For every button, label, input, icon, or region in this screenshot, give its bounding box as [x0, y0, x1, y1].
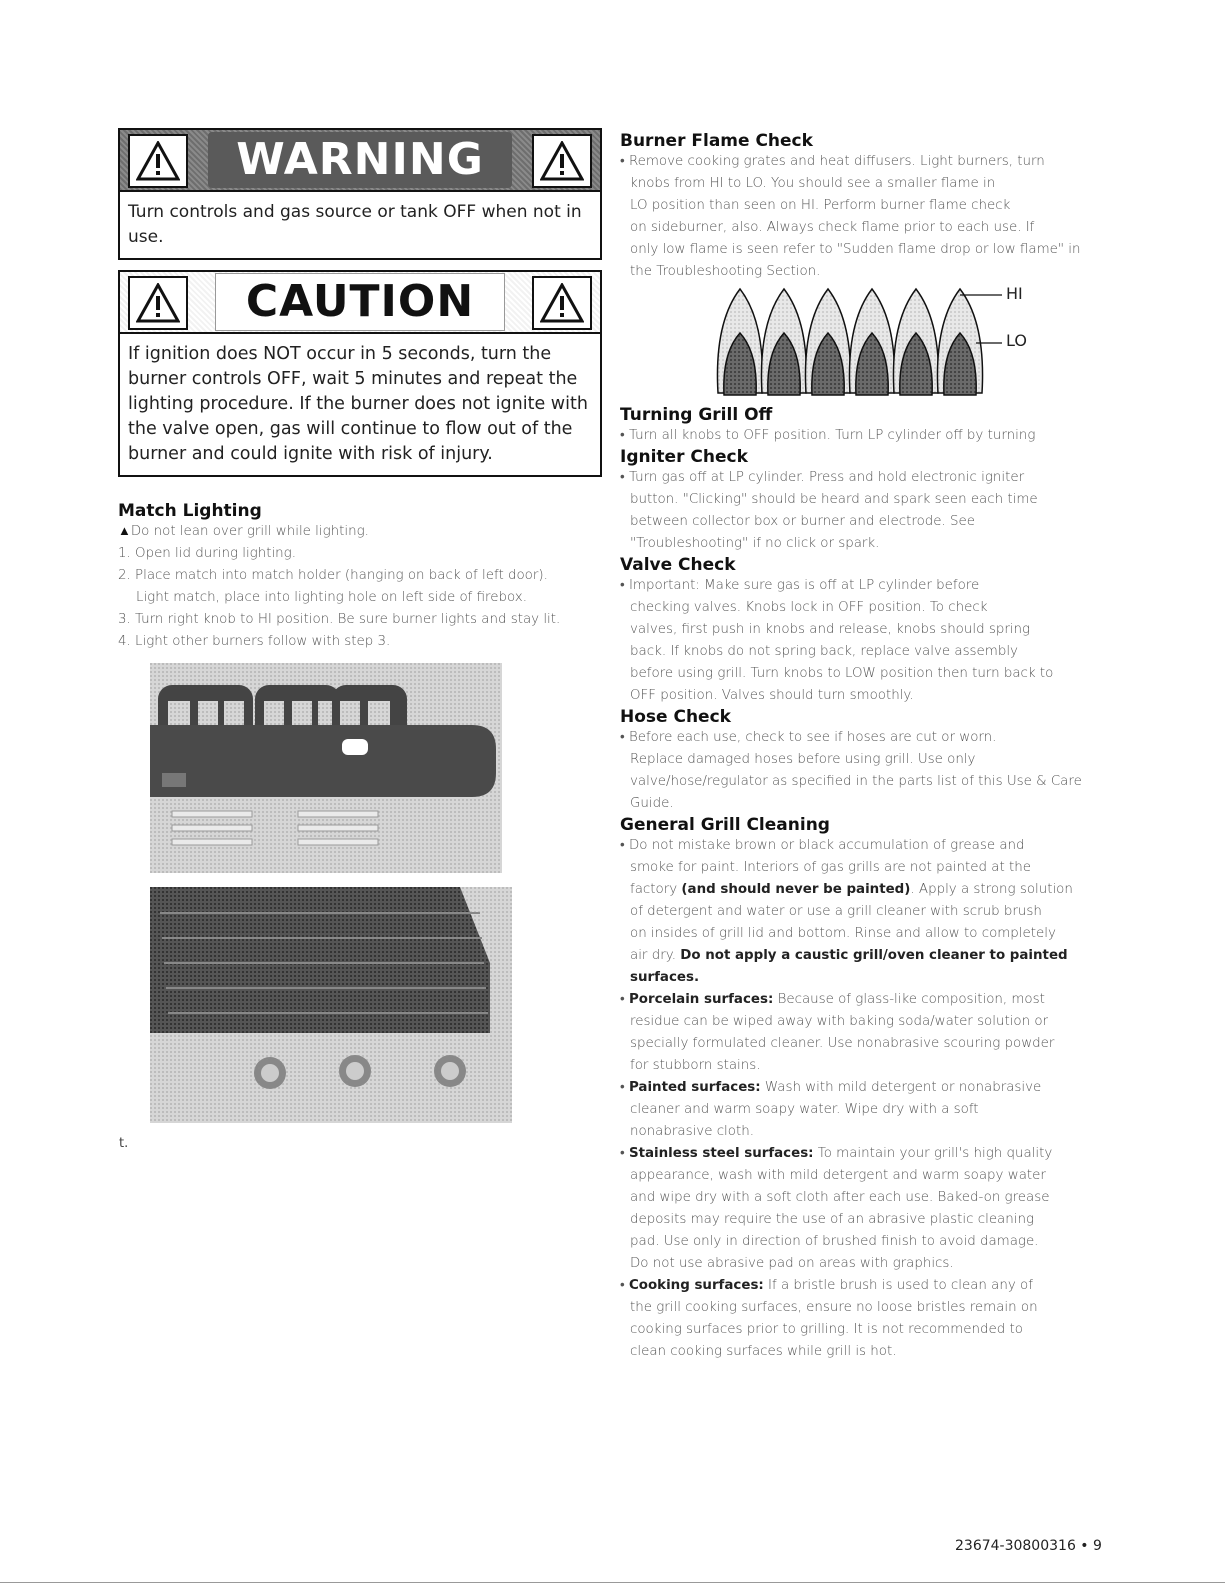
text-line: nonabrasive cloth.: [630, 1124, 754, 1139]
text-line: • Porcelain surfaces: Because of glass-like composition, most: [620, 992, 1045, 1007]
text-line: • Important: Make sure gas is off at LP cylinder before: [620, 578, 980, 593]
turning-off-body: [620, 425, 1120, 447]
text-line: back. If knobs do not spring back, replace valve assembly: [630, 644, 1018, 659]
text-line: valve/hose/regulator as specified in the parts list of this Use & Care: [630, 774, 1082, 789]
cleaning-body: [620, 835, 1120, 1363]
text-line: air dry. Do not apply a caustic grill/oven cleaner to painted: [630, 948, 1068, 963]
text-line: the grill cooking surfaces, ensure no loose bristles remain on: [630, 1300, 1038, 1315]
text-line: for stubborn stains.: [630, 1058, 761, 1073]
warning-box: [118, 128, 602, 260]
caution-header: [120, 272, 600, 334]
text-line: Guide.: [630, 796, 674, 811]
text-line: cooking surfaces prior to grilling. It is not recommended to: [630, 1322, 1023, 1337]
match-step: 4. Light other burners follow with step 3.: [118, 634, 391, 649]
text-line: clean cooking surfaces while grill is hot.: [630, 1344, 897, 1359]
text-line: on sideburner, also. Always check flame prior to each use. If: [630, 220, 1035, 235]
text-line: OFF position. Valves should turn smoothly.: [630, 688, 914, 703]
text-line: Replace damaged hoses before using grill. Use only: [630, 752, 976, 767]
match-step: 3. Turn right knob to HI position. Be sure burner lights and stay lit.: [118, 612, 561, 627]
valve-body: [620, 575, 1120, 707]
match-lighting-heading: Match Lighting: [118, 501, 262, 521]
match-step: Light match, place into lighting hole on left side of firebox.: [136, 590, 527, 605]
match-step: 1. Open lid during lighting.: [118, 546, 296, 561]
text-line: • Painted surfaces: Wash with mild detergent or nonabrasive: [620, 1080, 1042, 1095]
flame-label-lo: LO: [1006, 331, 1027, 350]
small-warning-triangle-icon: ▲: [118, 524, 131, 539]
valve-heading: Valve Check: [620, 555, 736, 575]
right-column: [620, 131, 1120, 1363]
text-line: • Before each use, check to see if hoses are cut or worn.: [620, 730, 997, 745]
text-line: "Troubleshooting" if no click or spark.: [630, 536, 880, 551]
page-bottom-rule: [0, 1582, 1225, 1583]
text-line: factory (and should never be painted). Apply a strong solution: [630, 882, 1073, 897]
text-line: between collector box or burner and electrode. See: [630, 514, 976, 529]
match-step: 2. Place match into match holder (hanging on back of left door).: [118, 568, 548, 583]
text-line: valves, first push in knobs and release, knobs should spring: [630, 622, 1031, 637]
cleaning-heading: General Grill Cleaning: [620, 815, 830, 835]
caution-title: CAUTION: [215, 273, 505, 331]
caution-text: If ignition does NOT occur in 5 seconds, turn the burner controls OFF, wait 5 minutes and repeat the lighting procedure. If the burner does not ignite with the valve open, gas will continue to flow out of the burner and could ignite with risk of injury.: [128, 344, 588, 464]
warning-triangle-icon: [532, 276, 592, 330]
text-line: and wipe dry with a soft cloth after each use. Baked-on grease: [630, 1190, 1050, 1205]
text-line: • Stainless steel surfaces: To maintain your grill's high quality: [620, 1146, 1053, 1161]
caution-box: [118, 270, 602, 477]
burner-flame-body: [620, 151, 1120, 283]
text-line: appearance, wash with mild detergent and warm soapy water: [630, 1168, 1046, 1183]
text-line: only low flame is seen refer to "Sudden flame drop or low flame" in: [630, 242, 1081, 257]
hose-body: [620, 727, 1120, 815]
warning-text: Turn controls and gas source or tank OFF when not in use.: [128, 202, 582, 247]
warning-triangle-icon: [532, 134, 592, 188]
text-line: before using grill. Turn knobs to LOW position then turn back to: [630, 666, 1054, 681]
text-line: • Do not mistake brown or black accumulation of grease and: [620, 838, 1025, 853]
text-line: on insides of grill lid and bottom. Rinse and allow to completely: [630, 926, 1056, 941]
text-line: surfaces.: [630, 970, 700, 985]
stray-mark: t.: [119, 1136, 129, 1151]
igniter-heading: Igniter Check: [620, 447, 748, 467]
page-footer: 23674-30800316 • 9: [955, 1538, 1102, 1554]
flame-label-hi: HI: [1006, 284, 1023, 303]
text-line: cleaner and warm soapy water. Wipe dry with a soft: [630, 1102, 979, 1117]
text-line: • Remove cooking grates and heat diffusers. Light burners, turn: [620, 154, 1045, 169]
match-warning-line: ▲Do not lean over grill while lighting.: [118, 524, 369, 539]
warning-triangle-icon: [128, 134, 188, 188]
warning-triangle-icon: [128, 276, 188, 330]
text-line: • Cooking surfaces: If a bristle brush is used to clean any of: [620, 1278, 1033, 1293]
text-line: • Turn all knobs to OFF position. Turn LP cylinder off by turning: [620, 428, 1036, 443]
warning-header: [120, 130, 600, 192]
text-line: checking valves. Knobs lock in OFF position. To check: [630, 600, 988, 615]
match-lighting-section: [118, 501, 602, 653]
text-line: of detergent and water or use a grill cleaner with scrub brush: [630, 904, 1042, 919]
match-lighting-body: [118, 521, 602, 653]
warning-title: WARNING: [208, 132, 512, 188]
text-line: LO position than seen on HI. Perform burner flame check: [630, 198, 1011, 213]
text-line: residue can be wiped away with baking soda/water solution or: [630, 1014, 1049, 1029]
left-column: [118, 128, 602, 653]
turning-off-heading: Turning Grill Off: [620, 405, 773, 425]
grill-illustration: [150, 663, 512, 1123]
text-line: the Troubleshooting Section.: [630, 264, 821, 279]
hose-heading: Hose Check: [620, 707, 731, 727]
text-line: deposits may require the use of an abrasive plastic cleaning: [630, 1212, 1034, 1227]
text-line: Do not use abrasive pad on areas with graphics.: [630, 1256, 954, 1271]
flame-diagram: [710, 283, 1130, 401]
text-line: • Turn gas off at LP cylinder. Press and hold electronic igniter: [620, 470, 1025, 485]
text-line: pad. Use only in direction of brushed finish to avoid damage.: [630, 1234, 1039, 1249]
text-line: button. "Clicking" should be heard and spark seen each time: [630, 492, 1038, 507]
igniter-body: [620, 467, 1120, 555]
text-line: specially formulated cleaner. Use nonabrasive scouring powder: [630, 1036, 1055, 1051]
burner-flame-heading: Burner Flame Check: [620, 131, 813, 151]
text-line: smoke for paint. Interiors of gas grills are not painted at the: [630, 860, 1031, 875]
text-line: knobs from HI to LO. You should see a smaller flame in: [630, 176, 996, 191]
